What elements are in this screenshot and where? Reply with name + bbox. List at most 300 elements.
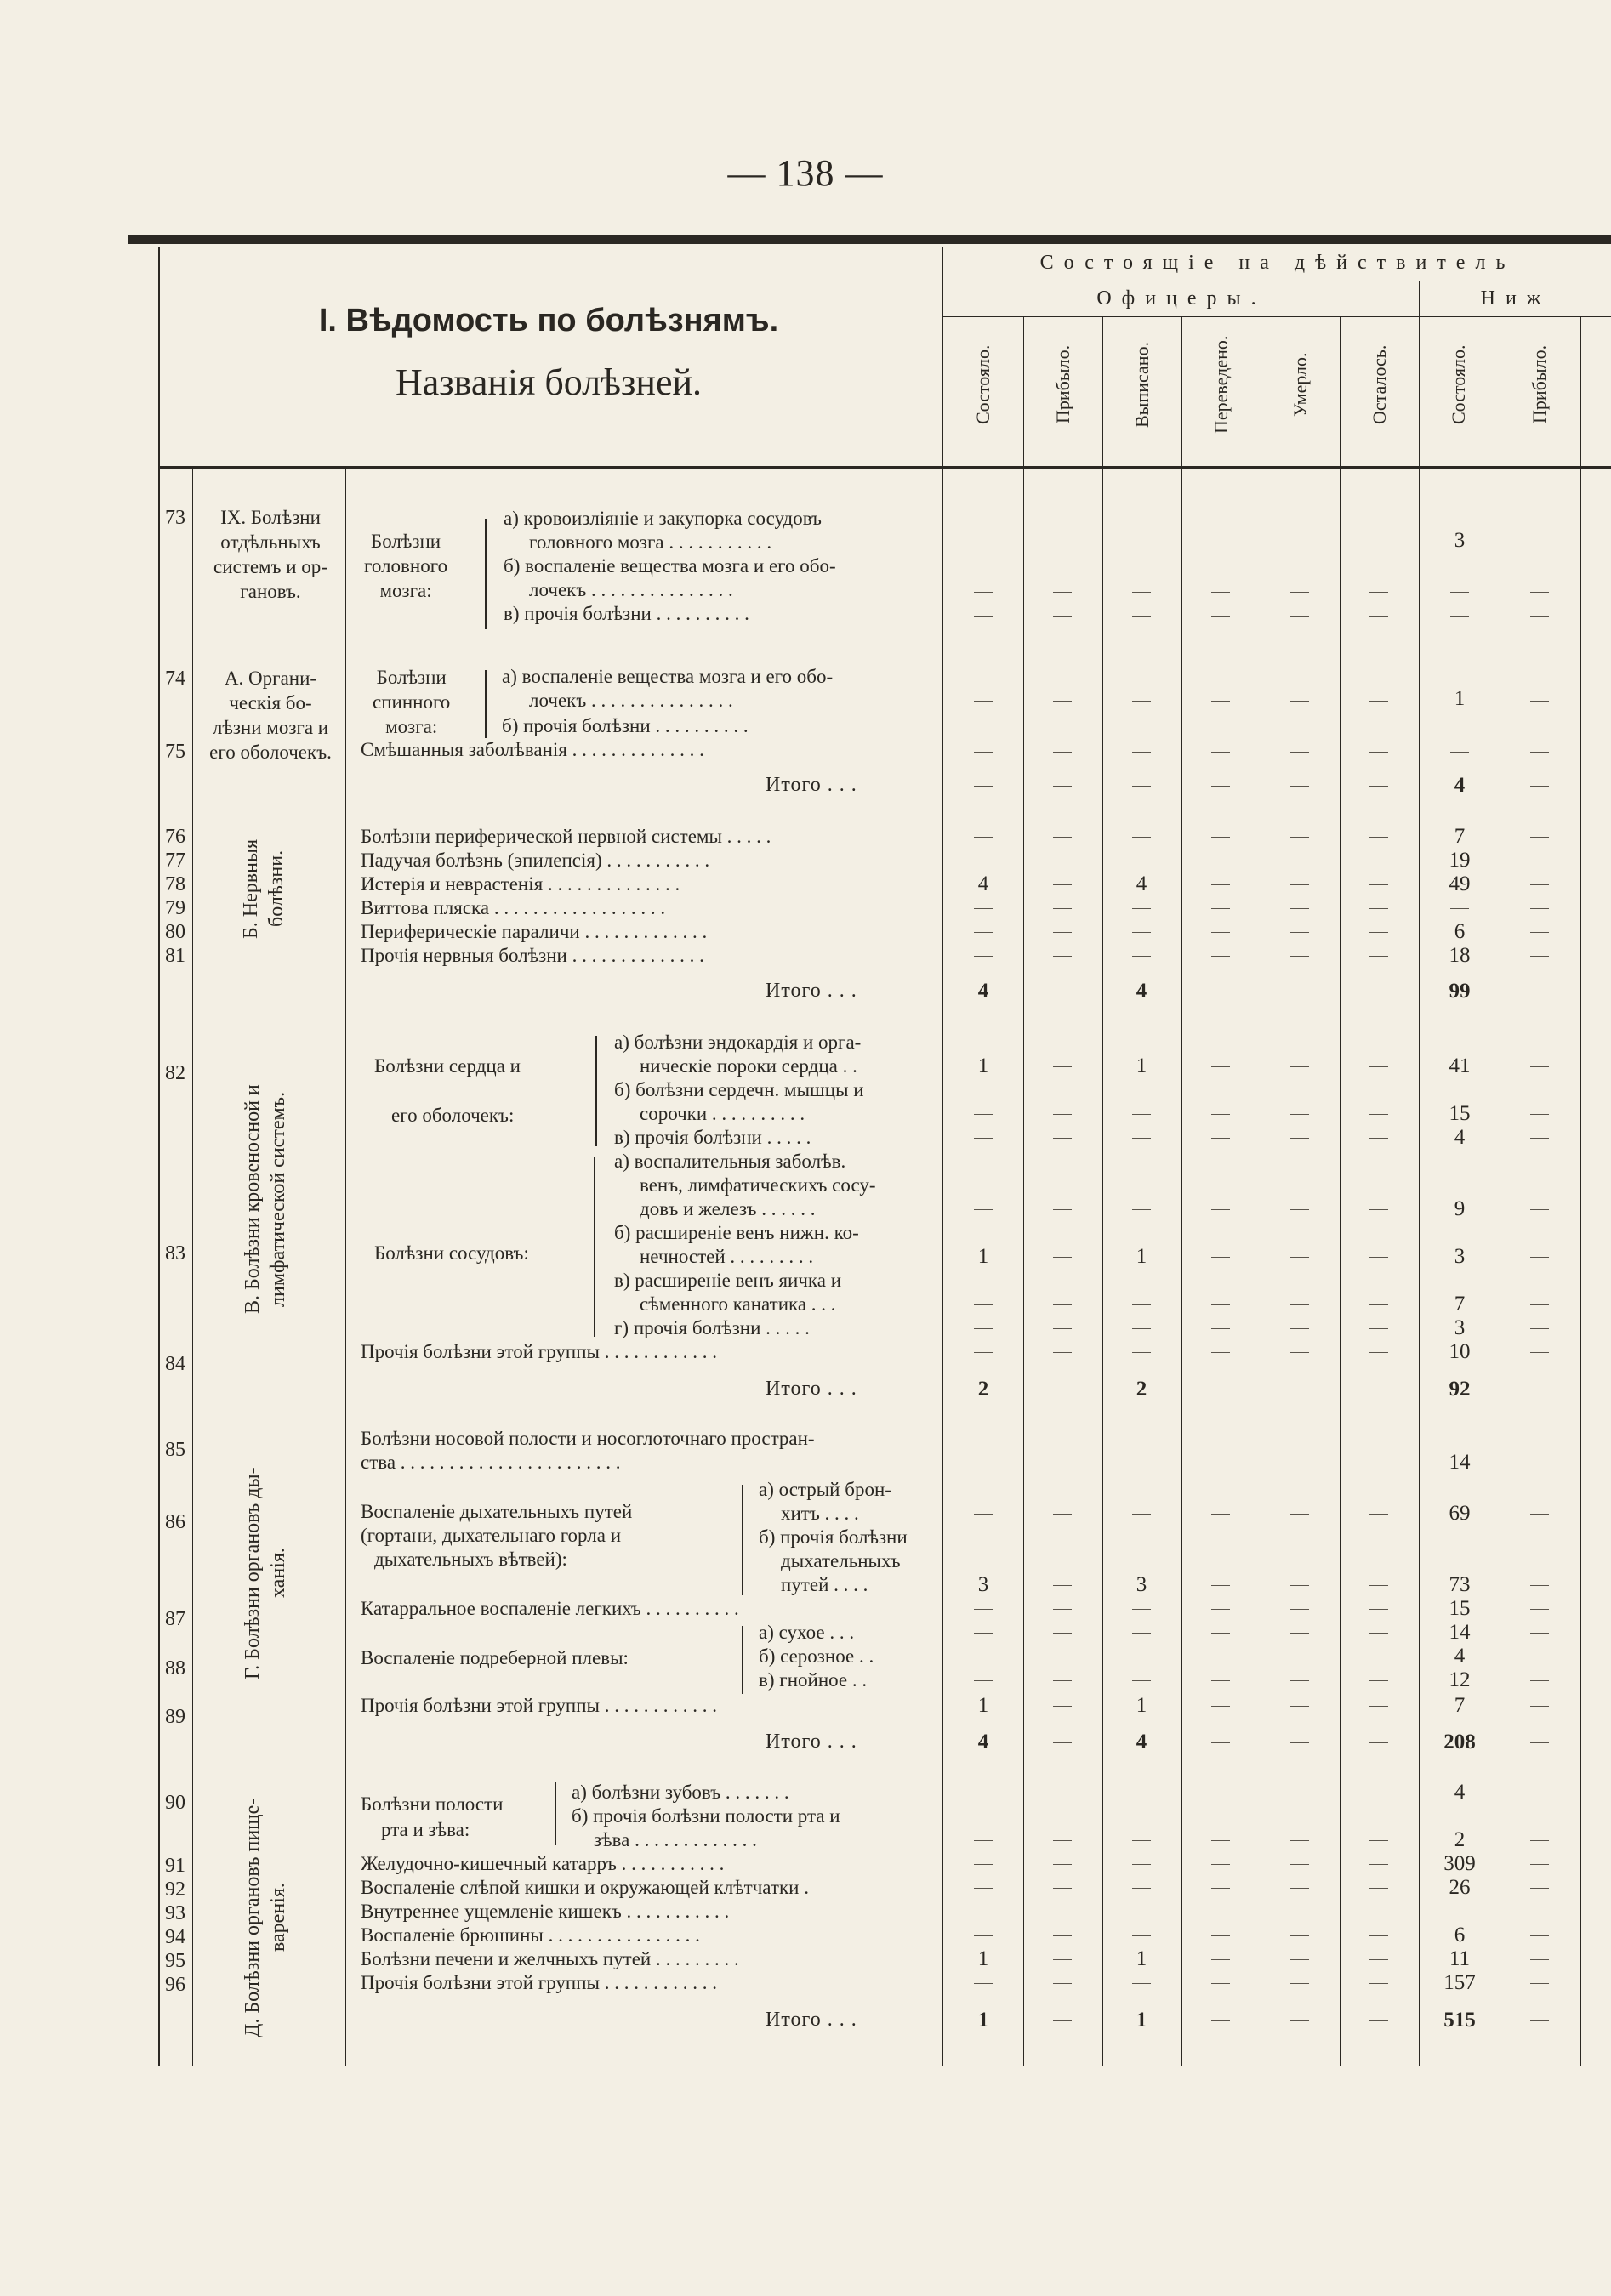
empty-cell-dash — [1053, 2020, 1072, 2021]
header-bottom-rule — [158, 466, 1611, 469]
empty-cell-dash — [1369, 1257, 1388, 1258]
empty-cell-dash — [974, 592, 993, 593]
col-line-2 — [1102, 316, 1103, 2066]
col-line-0 — [942, 247, 943, 2066]
empty-cell-dash — [1132, 701, 1151, 702]
empty-cell-dash — [1530, 701, 1549, 702]
empty-cell-dash — [1290, 1209, 1309, 1210]
empty-cell-dash — [1132, 837, 1151, 838]
row-number: 81 — [165, 945, 185, 967]
empty-cell-dash — [1369, 908, 1388, 909]
empty-cell-dash — [1053, 1585, 1072, 1586]
cell-value: 73 — [1449, 1573, 1471, 1596]
row-75: Смѣшанныя заболѣванія . . . . . . . . . . . . . . — [361, 739, 704, 760]
empty-cell-dash — [1530, 932, 1549, 933]
itogo-label: Итого . . . — [766, 1731, 857, 1753]
empty-cell-dash — [1369, 1328, 1388, 1329]
empty-cell-dash — [1530, 1514, 1549, 1515]
empty-cell-dash — [1053, 1209, 1072, 1210]
cell-value: 69 — [1449, 1502, 1471, 1525]
empty-cell-dash — [974, 1514, 993, 1515]
row-86-category: Воспаленіе дыхательныхъ путей — [361, 1501, 633, 1522]
empty-cell-dash — [1530, 1888, 1549, 1889]
empty-cell-dash — [1369, 616, 1388, 617]
row-number: 93 — [165, 1902, 185, 1924]
row-86-b-cont: дыхательныхъ — [781, 1550, 901, 1571]
row-88-a: а) сухое . . . — [759, 1622, 855, 1643]
empty-cell-dash — [1211, 1680, 1230, 1681]
empty-cell-dash — [1211, 701, 1230, 702]
cell-value: 3 — [1454, 1245, 1466, 1268]
empty-cell-dash — [1369, 1609, 1388, 1610]
page-number: — 138 — — [727, 152, 884, 194]
cell-value: 6 — [1454, 1924, 1466, 1946]
empty-cell-dash — [1369, 1304, 1388, 1305]
empty-cell-dash — [1530, 1585, 1549, 1586]
empty-cell-dash — [1053, 1514, 1072, 1515]
row-77: Падучая болѣзнь (эпилепсія) . . . . . . . . . . . — [361, 850, 710, 871]
col-line-6 — [1419, 281, 1420, 2066]
row-number: 74 — [165, 668, 185, 690]
empty-cell-dash — [1530, 1304, 1549, 1305]
empty-cell-dash — [1211, 837, 1230, 838]
itogo-label: Итого . . . — [766, 2009, 857, 2031]
cell-value: 3 — [1454, 1316, 1466, 1339]
empty-cell-dash — [1290, 908, 1309, 909]
row-94: Воспаленіе брюшины . . . . . . . . . . . . . . . . — [361, 1924, 700, 1946]
row-82-a-cont: ническіе пороки сердца . . — [640, 1055, 857, 1077]
empty-cell-dash — [1053, 1840, 1072, 1841]
empty-cell-dash — [1369, 1138, 1388, 1139]
row-82-b: б) болѣзни сердечн. мышцы и — [614, 1079, 864, 1100]
empty-cell-dash — [1132, 1864, 1151, 1865]
empty-cell-dash — [974, 956, 993, 957]
row-84: Прочія болѣзни этой группы . . . . . . . . . . . . — [361, 1341, 717, 1362]
header-group-top: Состоящіе на дѣйствитель — [1039, 252, 1516, 274]
empty-cell-dash — [1053, 908, 1072, 909]
empty-cell-dash — [1290, 1959, 1309, 1960]
empty-cell-dash — [1053, 837, 1072, 838]
brace — [742, 1626, 743, 1694]
row-74-category: Болѣзни спинного мозга: — [373, 667, 451, 737]
cell-value: 6 — [1454, 920, 1466, 943]
itogo-value: 208 — [1443, 1731, 1476, 1753]
cell-value: 15 — [1449, 1597, 1471, 1620]
cell-value: 3 — [977, 1573, 989, 1596]
empty-cell-dash — [1053, 1959, 1072, 1960]
empty-cell-dash — [974, 1983, 993, 1984]
cell-value: 1 — [1136, 1947, 1147, 1970]
empty-cell-dash — [974, 1114, 993, 1115]
row-83-b: б) расширеніе венъ нижн. ко- — [614, 1222, 859, 1243]
row-73-a-cont: головного мозга . . . . . . . . . . . — [529, 531, 772, 553]
empty-cell-dash — [1211, 1742, 1230, 1743]
rownum-line — [192, 469, 193, 2066]
empty-cell-dash — [1530, 1983, 1549, 1984]
empty-cell-dash — [1369, 1742, 1388, 1743]
row-74-a: а) воспаленіе вещества мозга и его обо- — [502, 666, 834, 687]
empty-cell-dash — [1530, 956, 1549, 957]
empty-cell-dash — [1053, 1742, 1072, 1743]
empty-cell-dash — [1132, 1114, 1151, 1115]
empty-cell-dash — [1211, 1840, 1230, 1841]
empty-cell-dash — [1369, 2020, 1388, 2021]
empty-cell-dash — [1369, 1706, 1388, 1707]
empty-cell-dash — [1530, 592, 1549, 593]
empty-cell-dash — [1132, 1609, 1151, 1610]
empty-cell-dash — [1530, 1935, 1549, 1936]
empty-cell-dash — [974, 1633, 993, 1634]
header-officers: Офицеры. — [1096, 287, 1267, 310]
empty-cell-dash — [974, 616, 993, 617]
empty-cell-dash — [1211, 1304, 1230, 1305]
empty-cell-dash — [974, 1352, 993, 1353]
itogo-value: 515 — [1443, 2009, 1476, 2032]
group-a-label: А. Органи- ческія бо- лѣзни мозга и его оболочекъ. — [209, 668, 332, 763]
empty-cell-dash — [1211, 1138, 1230, 1139]
empty-cell-dash — [1369, 884, 1388, 885]
row-number: 75 — [165, 741, 185, 763]
col-line-3 — [1181, 316, 1182, 2066]
row-76: Болѣзни периферической нервной системы . . . . . — [361, 826, 771, 847]
empty-cell-dash — [1530, 884, 1549, 885]
row-96: Прочія болѣзни этой группы . . . . . . . . . . . . — [361, 1972, 717, 1993]
empty-cell-dash — [1211, 1257, 1230, 1258]
row-number: 91 — [165, 1855, 185, 1877]
empty-cell-dash — [1290, 1888, 1309, 1889]
empty-cell-dash — [1211, 1864, 1230, 1865]
cell-value: 4 — [1454, 1645, 1466, 1668]
empty-cell-dash — [1132, 592, 1151, 593]
empty-cell-dash — [1053, 592, 1072, 593]
empty-cell-dash — [1530, 1609, 1549, 1610]
empty-cell-dash — [1053, 1304, 1072, 1305]
empty-cell-dash — [1211, 1983, 1230, 1984]
empty-cell-dash — [1290, 956, 1309, 957]
empty-cell-dash — [1211, 616, 1230, 617]
row-83-c-cont: сѣменного канатика . . . — [640, 1293, 836, 1315]
empty-cell-dash — [974, 1888, 993, 1889]
empty-cell-dash — [1290, 701, 1309, 702]
row-73-c: в) прочія болѣзни . . . . . . . . . . — [504, 603, 749, 624]
cell-value: 1 — [977, 1694, 989, 1717]
empty-cell-dash — [1290, 1328, 1309, 1329]
empty-cell-dash — [1290, 752, 1309, 753]
row-number: 80 — [165, 921, 185, 943]
empty-cell-dash — [1530, 786, 1549, 787]
cell-value: 1 — [1454, 687, 1466, 710]
empty-cell-dash — [1290, 1633, 1309, 1634]
empty-cell-dash — [1053, 786, 1072, 787]
empty-cell-dash — [1132, 1935, 1151, 1936]
empty-cell-dash — [974, 908, 993, 909]
itogo-value: 4 — [977, 980, 989, 1003]
empty-cell-dash — [1211, 1959, 1230, 1960]
cell-value: 26 — [1449, 1876, 1471, 1899]
empty-cell-dash — [1132, 1633, 1151, 1634]
empty-cell-dash — [1369, 1352, 1388, 1353]
cell-value: 1 — [977, 1054, 989, 1077]
empty-cell-dash — [1211, 1514, 1230, 1515]
empty-cell-dash — [1053, 1706, 1072, 1707]
brace — [594, 1157, 595, 1337]
empty-cell-dash — [1450, 752, 1469, 753]
row-73-b-cont: лочекъ . . . . . . . . . . . . . . . — [529, 579, 733, 600]
group-b-label: Б. Нервныя болѣзни. — [240, 838, 287, 939]
empty-cell-dash — [1290, 1680, 1309, 1681]
row-number: 95 — [165, 1950, 185, 1972]
row-93: Внутреннее ущемленіе кишекъ . . . . . . . . . . . — [361, 1901, 730, 1922]
itogo-value: 4 — [1136, 980, 1147, 1003]
cell-value: 4 — [977, 872, 989, 895]
cell-value: 14 — [1449, 1451, 1471, 1474]
row-number: 73 — [165, 507, 185, 529]
empty-cell-dash — [1290, 1742, 1309, 1743]
itogo-value: 4 — [1136, 1731, 1147, 1753]
empty-cell-dash — [1211, 786, 1230, 787]
itogo-value: 4 — [1454, 774, 1466, 797]
empty-cell-dash — [1132, 1328, 1151, 1329]
empty-cell-dash — [1369, 592, 1388, 593]
group-line — [345, 469, 346, 2066]
empty-cell-dash — [1053, 1257, 1072, 1258]
empty-cell-dash — [1369, 1935, 1388, 1936]
empty-cell-dash — [1211, 1633, 1230, 1634]
empty-cell-dash — [1369, 1864, 1388, 1865]
row-85: Болѣзни носовой полости и носоглоточнаго простран- — [361, 1428, 815, 1449]
col-line-1 — [1023, 316, 1024, 2066]
row-87: Катарральное воспаленіе легкихъ . . . . . . . . . . — [361, 1598, 739, 1619]
empty-cell-dash — [1530, 1066, 1549, 1067]
itogo-value: 99 — [1449, 980, 1471, 1003]
empty-cell-dash — [1211, 752, 1230, 753]
itogo-label: Итого . . . — [766, 774, 857, 796]
empty-cell-dash — [1530, 1742, 1549, 1743]
empty-cell-dash — [1369, 1209, 1388, 1210]
group-d-label: Д. Болѣзни органовъ пище- варенія. — [242, 1798, 289, 2037]
row-90-category: Болѣзни полости — [361, 1793, 504, 1815]
empty-cell-dash — [1530, 1209, 1549, 1210]
empty-cell-dash — [1369, 786, 1388, 787]
row-92: Воспаленіе слѣпой кишки и окружающей клѣтчатки . — [361, 1877, 809, 1898]
brace — [485, 670, 487, 738]
brace — [742, 1485, 743, 1595]
row-number: 78 — [165, 873, 185, 895]
cell-value: 7 — [1454, 825, 1466, 848]
empty-cell-dash — [1211, 1706, 1230, 1707]
row-85-cont: ства . . . . . . . . . . . . . . . . . . . . . . . — [361, 1452, 621, 1473]
empty-cell-dash — [1290, 884, 1309, 885]
empty-cell-dash — [1290, 1352, 1309, 1353]
row-number: 89 — [165, 1706, 185, 1728]
row-73-a: а) кровоизліяніе и закупорка сосудовъ — [504, 508, 822, 529]
empty-cell-dash — [1053, 1114, 1072, 1115]
empty-cell-dash — [1053, 932, 1072, 933]
empty-cell-dash — [1290, 1840, 1309, 1841]
empty-cell-dash — [1369, 752, 1388, 753]
row-90-b: б) прочія болѣзни полости рта и — [572, 1805, 840, 1827]
cell-value: 1 — [1136, 1694, 1147, 1717]
col-head-sostoyalo: Состояло. — [972, 344, 993, 424]
empty-cell-dash — [1530, 1352, 1549, 1353]
group-g-label: Г. Болѣзни органовъ ды- ханія. — [242, 1467, 289, 1679]
row-73-b: б) воспаленіе вещества мозга и его обо- — [504, 555, 836, 577]
brace — [595, 1036, 597, 1146]
empty-cell-dash — [1211, 1609, 1230, 1610]
empty-cell-dash — [1053, 616, 1072, 617]
itogo-value: 1 — [1136, 2009, 1147, 2032]
empty-cell-dash — [1369, 1983, 1388, 1984]
empty-cell-dash — [1369, 1585, 1388, 1586]
row-number: 96 — [165, 1974, 185, 1996]
row-83-c: в) расширеніе венъ яичка и — [614, 1270, 842, 1291]
empty-cell-dash — [1530, 2020, 1549, 2021]
empty-cell-dash — [1053, 1328, 1072, 1329]
empty-cell-dash — [974, 1935, 993, 1936]
cell-value: 1 — [977, 1947, 989, 1970]
row-number: 83 — [165, 1242, 185, 1265]
empty-cell-dash — [1290, 1514, 1309, 1515]
cell-value: 7 — [1454, 1293, 1466, 1316]
cell-value: 4 — [1454, 1126, 1466, 1149]
empty-cell-dash — [1369, 932, 1388, 933]
row-83-b-cont: нечностей . . . . . . . . . — [640, 1246, 814, 1267]
empty-cell-dash — [1053, 1352, 1072, 1353]
empty-cell-dash — [1053, 884, 1072, 885]
row-number: 76 — [165, 826, 185, 848]
itogo-value: 1 — [977, 2009, 989, 2032]
row-73-category: Болѣзни головного мозга: — [364, 531, 448, 601]
empty-cell-dash — [1132, 1983, 1151, 1984]
row-90-b-cont: зѣва . . . . . . . . . . . . . — [594, 1829, 757, 1850]
itogo-value: 2 — [977, 1378, 989, 1401]
empty-cell-dash — [1450, 616, 1469, 617]
empty-cell-dash — [1132, 908, 1151, 909]
empty-cell-dash — [1132, 1514, 1151, 1515]
row-82-c: в) прочія болѣзни . . . . . — [614, 1127, 811, 1148]
top-rule — [128, 235, 1611, 244]
row-number: 92 — [165, 1878, 185, 1901]
empty-cell-dash — [1132, 1888, 1151, 1889]
cell-value: 7 — [1454, 1694, 1466, 1717]
cell-value: 1 — [1136, 1054, 1147, 1077]
row-95: Болѣзни печени и желчныхъ путей . . . . . . . . . — [361, 1948, 739, 1969]
empty-cell-dash — [1211, 592, 1230, 593]
row-81: Прочія нервныя болѣзни . . . . . . . . . . . . . . — [361, 945, 704, 966]
empty-cell-dash — [1211, 1352, 1230, 1353]
empty-cell-dash — [1132, 752, 1151, 753]
cell-value: 49 — [1449, 872, 1471, 895]
empty-cell-dash — [1211, 2020, 1230, 2021]
empty-cell-dash — [1290, 1066, 1309, 1067]
cell-value: 41 — [1449, 1054, 1471, 1077]
row-86-category-cont2: дыхательныхъ вѣтвей): — [374, 1549, 567, 1570]
empty-cell-dash — [1290, 1138, 1309, 1139]
itogo-label: Итого . . . — [766, 980, 857, 1002]
empty-cell-dash — [974, 1609, 993, 1610]
empty-cell-dash — [1053, 752, 1072, 753]
col-line-5 — [1340, 316, 1341, 2066]
empty-cell-dash — [1369, 1633, 1388, 1634]
empty-cell-dash — [1053, 956, 1072, 957]
empty-cell-dash — [1290, 837, 1309, 838]
empty-cell-dash — [974, 752, 993, 753]
empty-cell-dash — [1369, 956, 1388, 957]
empty-cell-dash — [1132, 1680, 1151, 1681]
empty-cell-dash — [1290, 2020, 1309, 2021]
empty-cell-dash — [1211, 1935, 1230, 1936]
col-head-vypisano: Выписано. — [1131, 341, 1153, 428]
header-rule-2 — [942, 316, 1611, 317]
empty-cell-dash — [974, 786, 993, 787]
empty-cell-dash — [1369, 837, 1388, 838]
empty-cell-dash — [1211, 1066, 1230, 1067]
row-number: 84 — [165, 1353, 185, 1375]
empty-cell-dash — [1053, 1609, 1072, 1610]
row-82-b-cont: сорочки . . . . . . . . . . — [640, 1103, 806, 1124]
empty-cell-dash — [1369, 1066, 1388, 1067]
row-74-a-cont: лочекъ . . . . . . . . . . . . . . . — [529, 690, 733, 711]
empty-cell-dash — [1369, 1959, 1388, 1960]
empty-cell-dash — [974, 1328, 993, 1329]
col-head-perevedeno: Переведено. — [1210, 335, 1232, 434]
empty-cell-dash — [1369, 701, 1388, 702]
empty-cell-dash — [974, 1209, 993, 1210]
row-number: 77 — [165, 850, 185, 872]
empty-cell-dash — [1132, 786, 1151, 787]
empty-cell-dash — [1132, 1304, 1151, 1305]
cell-value: 18 — [1449, 944, 1471, 967]
empty-cell-dash — [1530, 1680, 1549, 1681]
empty-cell-dash — [1530, 1633, 1549, 1634]
group-v-label: В. Болѣзни кровеносной и лимфатической системъ. — [242, 1084, 289, 1314]
empty-cell-dash — [1053, 1983, 1072, 1984]
row-number: 94 — [165, 1926, 185, 1948]
col-line-8 — [1580, 316, 1581, 2066]
row-82-category-cont: его оболочекъ: — [391, 1105, 515, 1126]
empty-cell-dash — [1290, 1257, 1309, 1258]
empty-cell-dash — [1450, 908, 1469, 909]
empty-cell-dash — [1530, 1959, 1549, 1960]
empty-cell-dash — [1530, 1257, 1549, 1258]
empty-cell-dash — [1132, 1209, 1151, 1210]
row-number: 90 — [165, 1792, 185, 1814]
row-number: 79 — [165, 897, 185, 919]
empty-cell-dash — [1369, 1680, 1388, 1681]
empty-cell-dash — [974, 1680, 993, 1681]
row-86-category-cont: (гортани, дыхательнаго горла и — [361, 1525, 621, 1546]
empty-cell-dash — [1530, 616, 1549, 617]
row-91: Желудочно-кишечный катарръ . . . . . . . . . . . — [361, 1853, 725, 1874]
itogo-value: 4 — [977, 1731, 989, 1753]
group-ix-label: IX. Болѣзни отдѣльныхъ системъ и ор- гановъ. — [213, 507, 327, 602]
row-90-category-cont: рта и зѣва: — [381, 1819, 470, 1840]
cell-value: 1 — [1136, 1245, 1147, 1268]
empty-cell-dash — [1211, 1328, 1230, 1329]
row-82-a: а) болѣзни эндокардія и орга- — [614, 1031, 862, 1053]
empty-cell-dash — [1290, 1304, 1309, 1305]
cell-value: 15 — [1449, 1102, 1471, 1125]
empty-cell-dash — [1530, 1138, 1549, 1139]
empty-cell-dash — [974, 701, 993, 702]
col-head-sostoyalo-2: Состояло. — [1448, 344, 1469, 424]
empty-cell-dash — [974, 1840, 993, 1841]
empty-cell-dash — [974, 837, 993, 838]
empty-cell-dash — [1132, 1352, 1151, 1353]
row-83-a: а) воспалительныя заболѣв. — [614, 1151, 846, 1172]
empty-cell-dash — [1132, 616, 1151, 617]
row-78: Истерія и неврастенія . . . . . . . . . . . . . . — [361, 873, 680, 895]
